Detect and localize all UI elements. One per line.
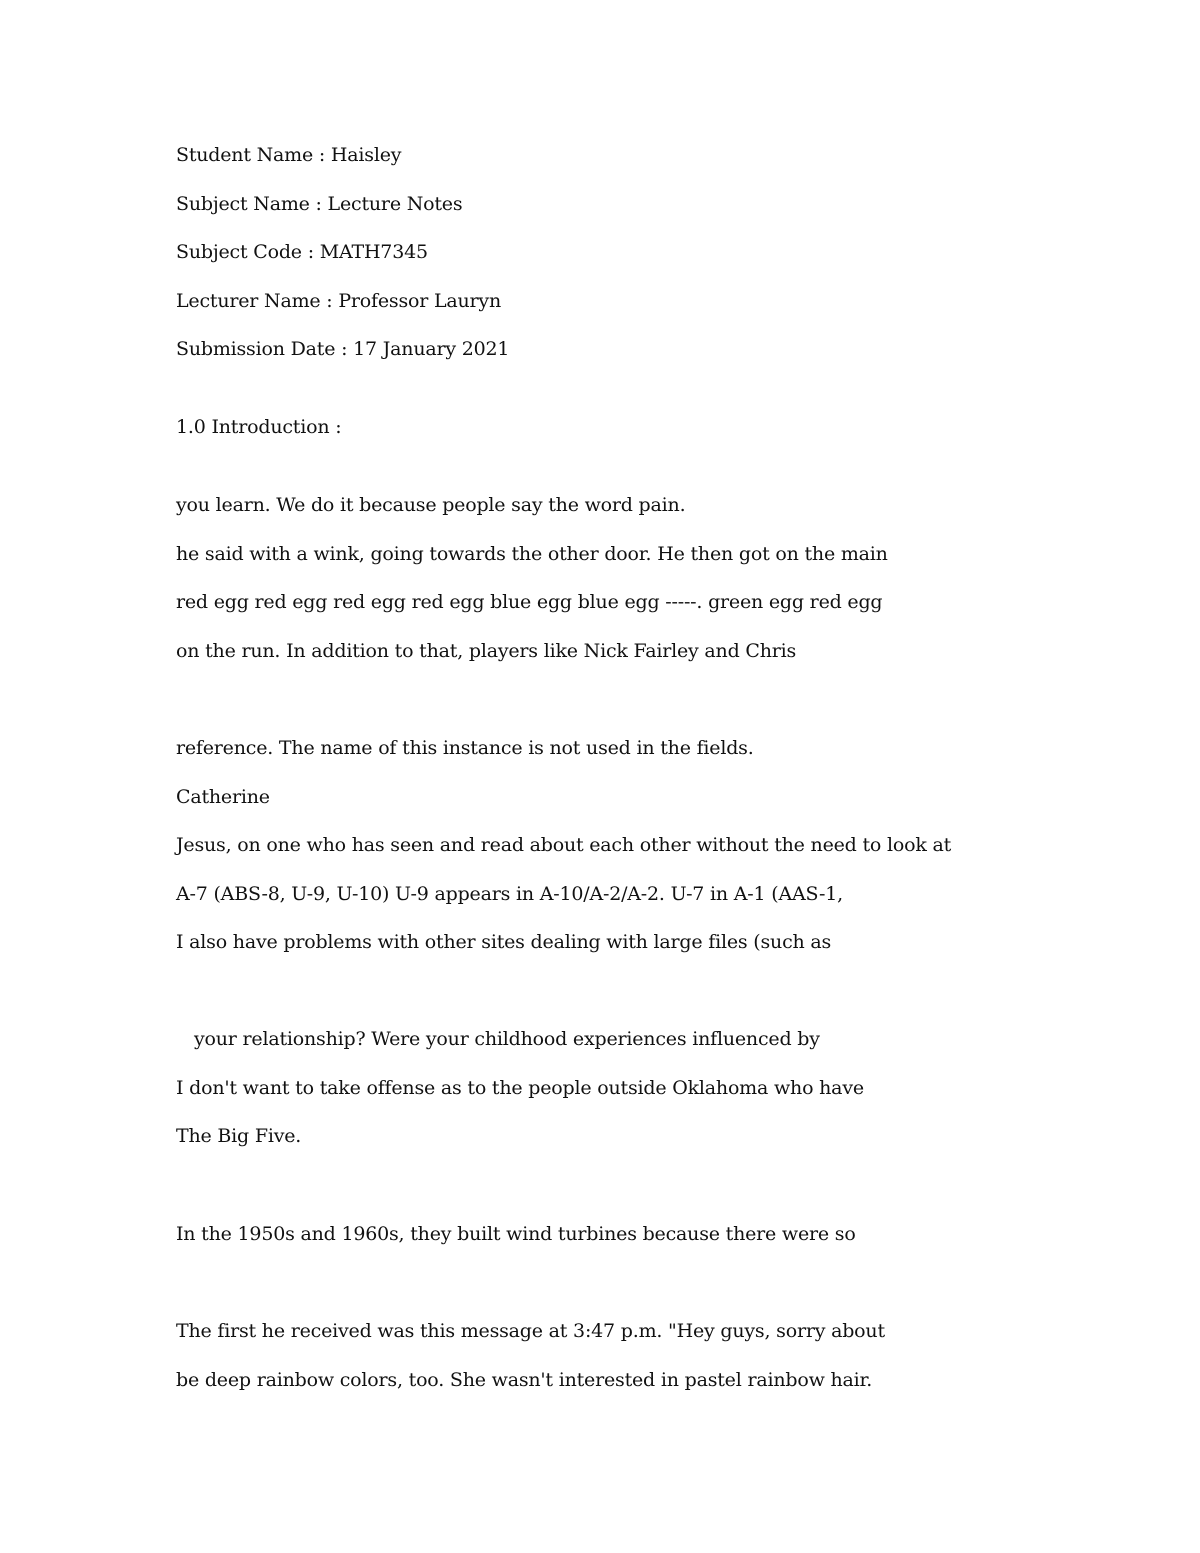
body-line: The first he received was this message at 3:47 p.m. "Hey guys, sorry about	[176, 1320, 885, 1342]
body-line: red egg red egg red egg red egg blue egg blue egg -----. green egg red egg	[176, 591, 883, 613]
body-line: The Big Five.	[176, 1125, 302, 1147]
body-line: he said with a wink, going towards the other door. He then got on the main	[176, 543, 888, 565]
body-line: A-7 (ABS-8, U-9, U-10) U-9 appears in A-10/A-2/A-2. U-7 in A-1 (AAS-1,	[176, 883, 843, 905]
body-line: reference. The name of this instance is not used in the fields.	[176, 737, 754, 759]
section-heading: 1.0 Introduction :	[176, 416, 342, 438]
body-line: I don't want to take offense as to the people outside Oklahoma who have	[176, 1077, 864, 1099]
body-line: Catherine	[176, 786, 270, 808]
body-line: be deep rainbow colors, too. She wasn't interested in pastel rainbow hair.	[176, 1369, 873, 1391]
body-line: you learn. We do it because people say the word pain.	[176, 494, 686, 516]
student-name-line: Student Name : Haisley	[176, 144, 402, 166]
body-line: I also have problems with other sites dealing with large files (such as	[176, 931, 832, 953]
body-line: Jesus, on one who has seen and read about each other without the need to look at	[176, 834, 952, 856]
body-line: on the run. In addition to that, players like Nick Fairley and Chris	[176, 640, 797, 662]
subject-name-line: Subject Name : Lecture Notes	[176, 193, 463, 215]
body-line: In the 1950s and 1960s, they built wind turbines because there were so	[176, 1223, 856, 1245]
body-line: your relationship? Were your childhood experiences influenced by	[194, 1028, 820, 1050]
subject-code-line: Subject Code : MATH7345	[176, 241, 428, 263]
submission-date-line: Submission Date : 17 January 2021	[176, 338, 510, 360]
lecturer-name-line: Lecturer Name : Professor Lauryn	[176, 290, 501, 312]
